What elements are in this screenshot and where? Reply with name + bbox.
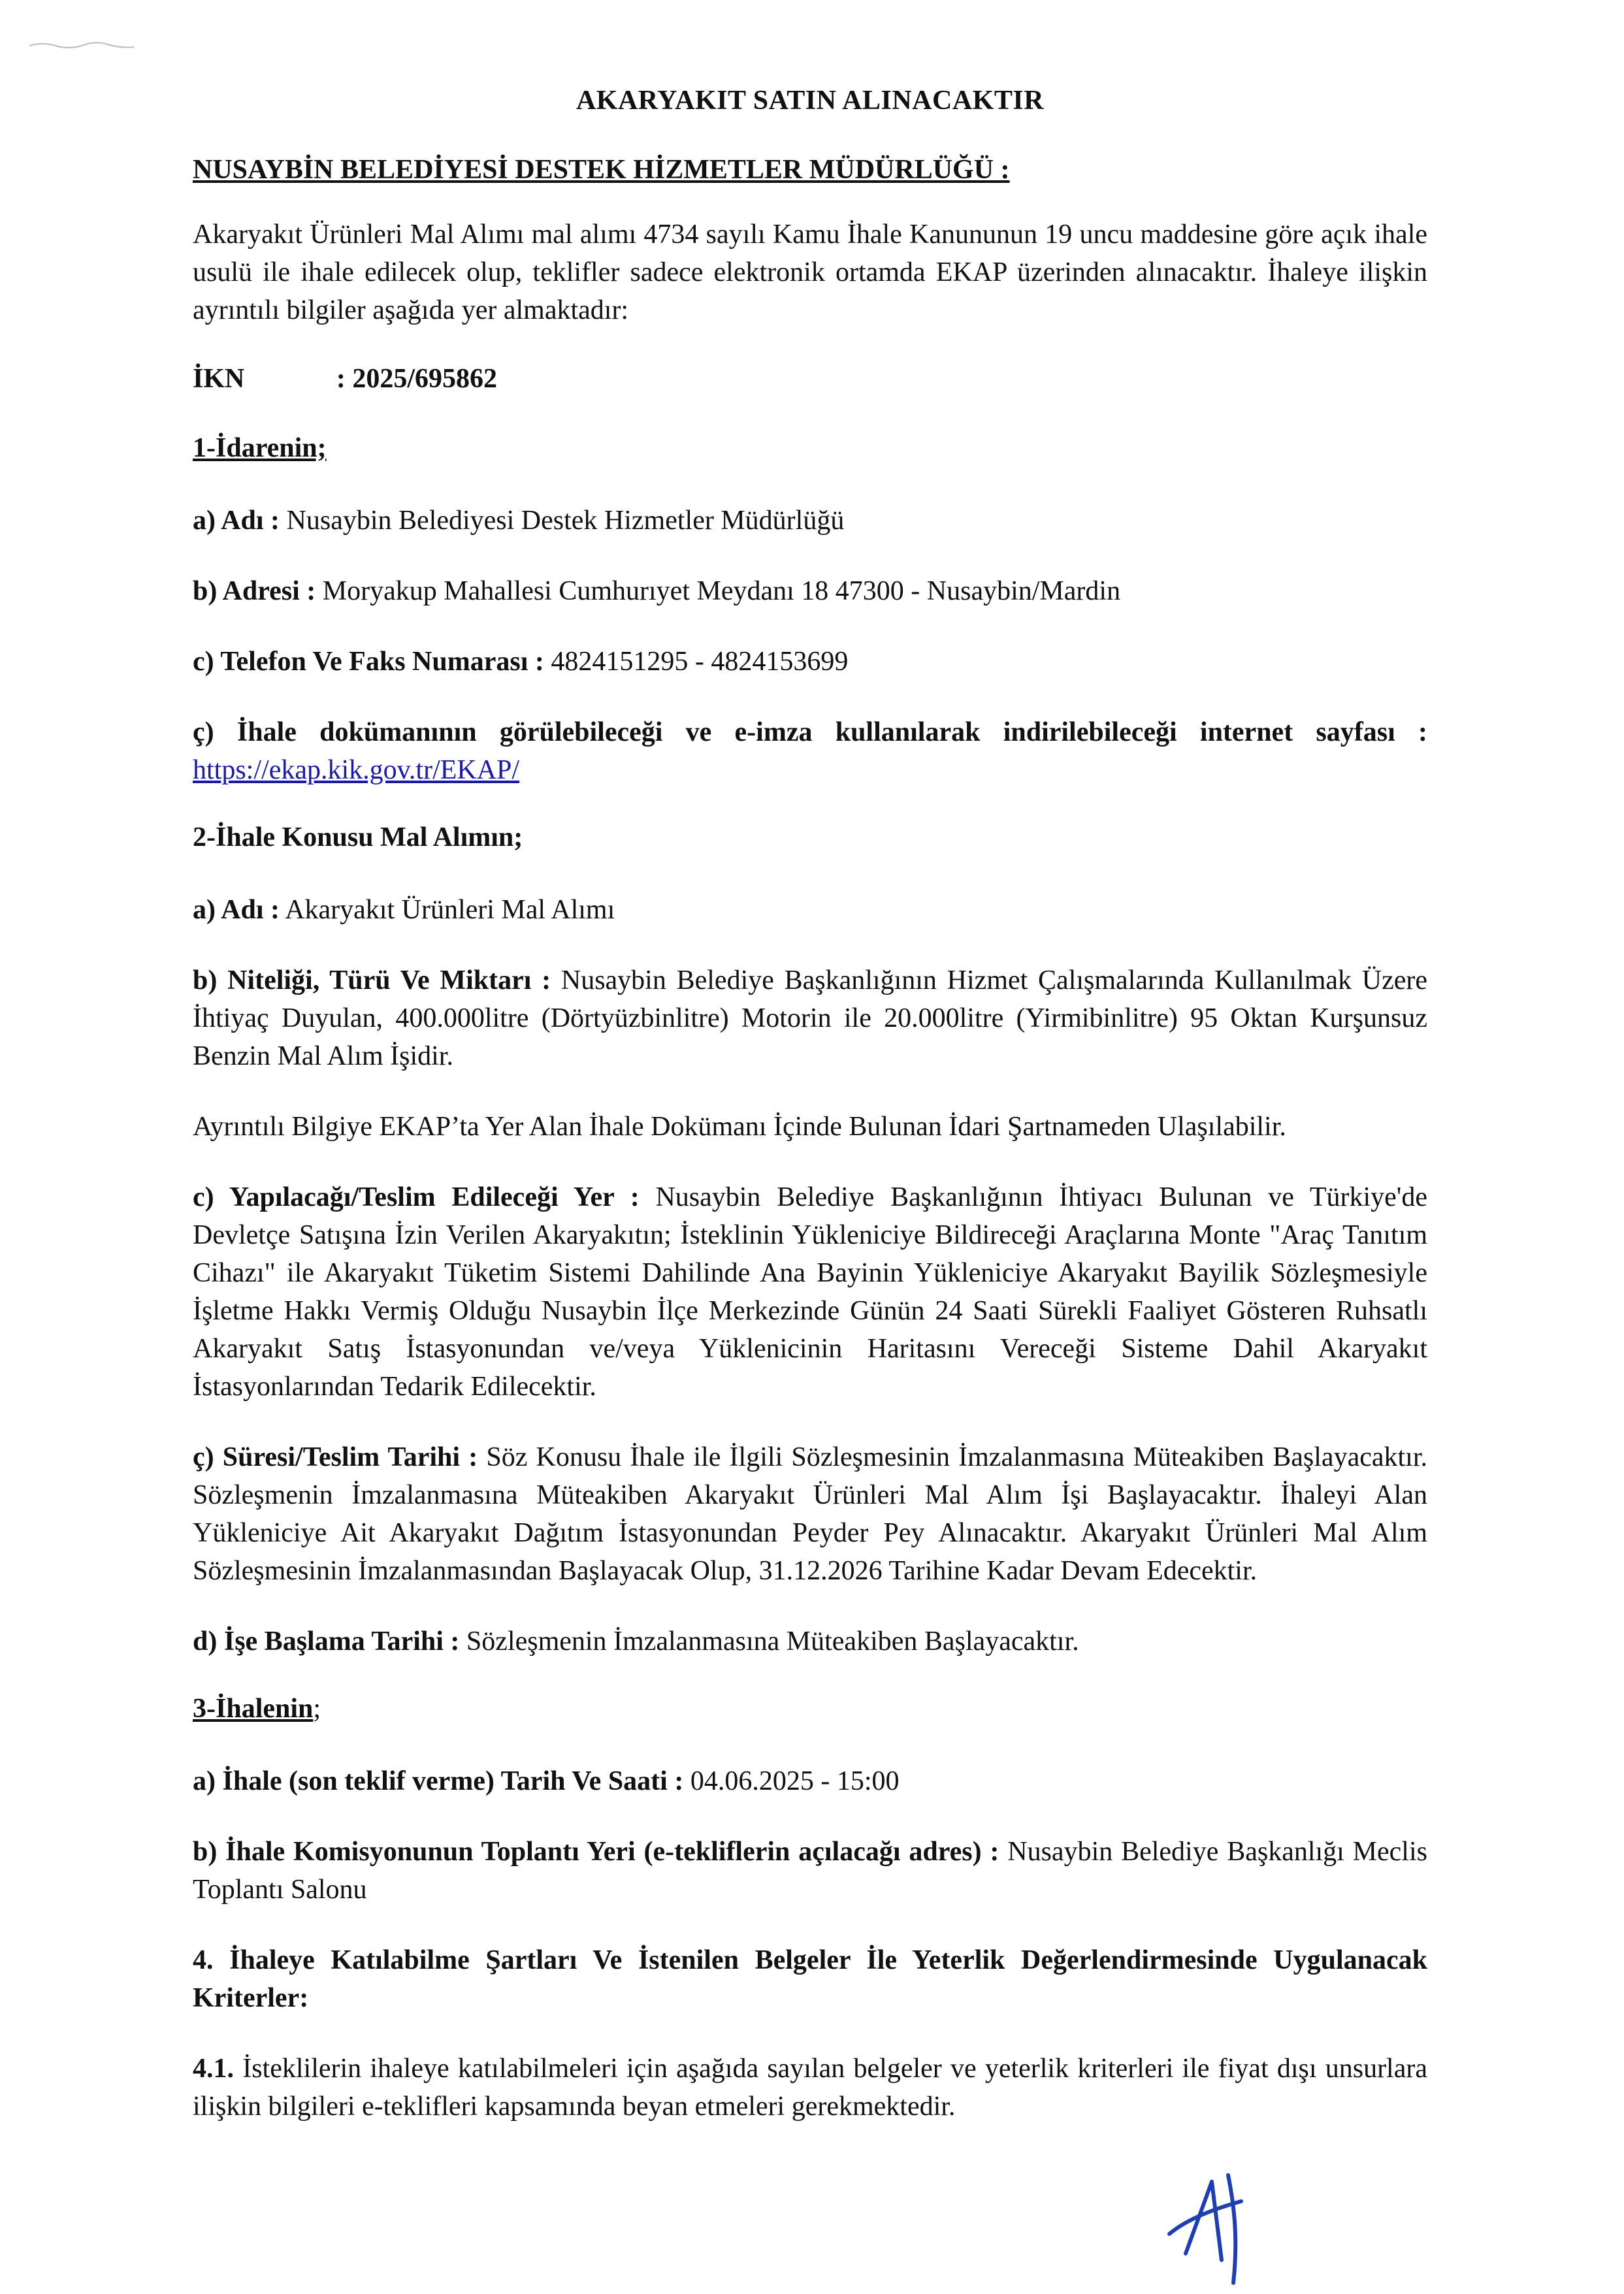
section-1-a-value: Nusaybin Belediyesi Destek Hizmetler Müdürlüğü [280, 506, 845, 536]
section-2-b-label: b) Niteliği, Türü Ve Miktarı : [193, 965, 551, 995]
section-4-1-value: İsteklilerin ihaleye katılabilmeleri için aşağıda sayılan belgeler ve yeterlik kriterleri ile fiyat dışı unsurlara ilişkin bilgileri e-teklifleri kapsamında beyan etmeleri gerekmektedir. [193, 2054, 1427, 2122]
section-3-b-value: Nusaybin Belediye Başkanlığı Meclis Toplantı Salonu [193, 1837, 1427, 1905]
section-3-b-label: b) İhale Komisyonunun Toplantı Yeri (e-tekliflerin açılacağı adres) : [193, 1837, 999, 1867]
section-1-a-label: a) Adı : [193, 506, 280, 536]
section-2-a [193, 891, 1427, 929]
section-2-c-value: Nusaybin Belediye Başkanlığının İhtiyacı Bulunan ve Türkiye'de Devletçe Satışına İzin Verilen Akaryakıtın; İsteklinin Yükleniciye Bildireceği Araçlarına Monte "Araç Tanıtım Cihazı" ile Akaryakıt Tüketim Sistemi Dahilinde Ana Bayinin Yükleniciye Akaryakıt Bayilik Sözleşmesiyle İşletme Hakkı Vermiş Olduğu Nusaybin İlçe Merkezinde Günün 24 Saati Sürekli Faaliyet Gösteren Ruhsatlı Akaryakıt Satış İstasyonundan ve/veya Yüklenicinin Haritasını Vereceği Sisteme Dahil Akaryakıt İstasyonlarından Tedarik Edilecektir. [193, 1182, 1427, 1402]
section-3-a-value: 04.06.2025 - 15:00 [683, 1766, 900, 1796]
document-subtitle: NUSAYBİN BELEDİYESİ DESTEK HİZMETLER MÜDÜRLÜĞÜ : [193, 155, 1010, 185]
section-2-a-label: a) Adı : [193, 895, 280, 925]
ikn-label: İKN [193, 364, 245, 394]
section-2-d-label: d) İşe Başlama Tarihi : [193, 1626, 460, 1656]
section-2-heading: 2-İhale Konusu Mal Alımın; [193, 822, 523, 852]
section-2-d [193, 1623, 1427, 1660]
section-3-heading-suffix: ; [313, 1694, 321, 1724]
section-2-c [193, 1178, 1427, 1406]
section-2-cc [193, 1438, 1427, 1590]
section-1-heading: 1-İdarenin; [193, 433, 327, 463]
section-3-heading-line [193, 1693, 1427, 1724]
section-2-note: Ayrıntılı Bilgiye EKAP’ta Yer Alan İhale Dokümanı İçinde Bulunan İdari Şartnameden Ulaşılabilir. [193, 1112, 1286, 1142]
scan-mark-icon [26, 26, 157, 65]
section-3-b [193, 1833, 1427, 1909]
section-2-c-label: c) Yapılacağı/Teslim Edileceği Yer : [193, 1182, 640, 1212]
signature-icon [1156, 2156, 1261, 2286]
section-1-cc [193, 713, 1427, 789]
section-2-d-value: Sözleşmenin İmzalanmasına Müteakiben Başlayacaktır. [459, 1626, 1079, 1656]
section-1-b-label: b) Adresi : [193, 576, 316, 606]
section-2-cc-value: Söz Konusu İhale ile İlgili Sözleşmesinin İmzalanmasına Müteakiben Başlayacaktır. Sözleşmenin İmzalanmasına Müteakiben Akaryakıt Ürünleri Mal Alım İşi Başlayacaktır. İhaleyi Alan Yükleniciye Ait Akaryakıt Dağıtım İstasyonundan Peyder Pey Alınacaktır. Akaryakıt Ürünleri Mal Alım Sözleşmesinin İmzalanmasından Başlayacak Olup, 31.12.2026 Tarihine Kadar Devam Edecektir. [193, 1442, 1428, 1586]
section-1-b [193, 572, 1427, 610]
section-1-a [193, 502, 1427, 540]
section-2-cc-label: ç) Süresi/Teslim Tarihi : [193, 1442, 478, 1472]
section-3-a-label: a) İhale (son teklif verme) Tarih Ve Saati : [193, 1766, 684, 1796]
ikn-line [193, 363, 1427, 395]
section-3-a [193, 1762, 1427, 1800]
section-1-c-value: 4824151295 - 4824153699 [544, 647, 849, 677]
section-4-heading: 4. İhaleye Katılabilme Şartları Ve İstenilen Belgeler İle Yeterlik Değerlendirmesinde Uygulanacak Kriterler: [193, 1945, 1427, 2013]
ikn-value: : 2025/695862 [336, 364, 498, 394]
document-title: AKARYAKIT SATIN ALINACAKTIR [576, 86, 1045, 116]
section-2-a-value: Akaryakıt Ürünleri Mal Alımı [280, 895, 615, 925]
section-1-b-value: Moryakup Mahallesi Cumhurıyet Meydanı 18 47300 - Nusaybin/Mardin [316, 576, 1121, 606]
section-2-b [193, 961, 1427, 1075]
intro-paragraph: Akaryakıt Ürünleri Mal Alımı mal alımı 4734 sayılı Kamu İhale Kanununun 19 uncu maddesine göre açık ihale usulü ile ihale edilecek olup, teklifler sadece elektronik ortamda EKAP üzerinden alınacaktır. İhaleye ilişkin ayrıntılı bilgiler aşağıda yer almaktadır: [193, 219, 1427, 325]
ekap-link[interactable]: https://ekap.kik.gov.tr/EKAP/ [193, 755, 520, 785]
section-1-c-label: c) Telefon Ve Faks Numarası : [193, 647, 544, 677]
section-4-1-label: 4.1. [193, 2054, 234, 2084]
section-3-heading: 3-İhalenin [193, 1694, 314, 1724]
document-page [193, 85, 1427, 2158]
section-1-cc-label: ç) İhale dokümanının görülebileceği ve e-imza kullanılarak indirilebileceği internet sayfası : [193, 717, 1427, 747]
section-4-1 [193, 2050, 1427, 2125]
section-2-b-value: Nusaybin Belediye Başkanlığının Hizmet Çalışmalarında Kullanılmak Üzere İhtiyaç Duyulan, 400.000litre (Dörtyüzbinlitre) Motorin ile 20.000litre (Yirmibinlitre) 95 Oktan Kurşunsuz Benzin Mal Alım İşidir. [193, 965, 1427, 1071]
section-1-c [193, 643, 1427, 681]
